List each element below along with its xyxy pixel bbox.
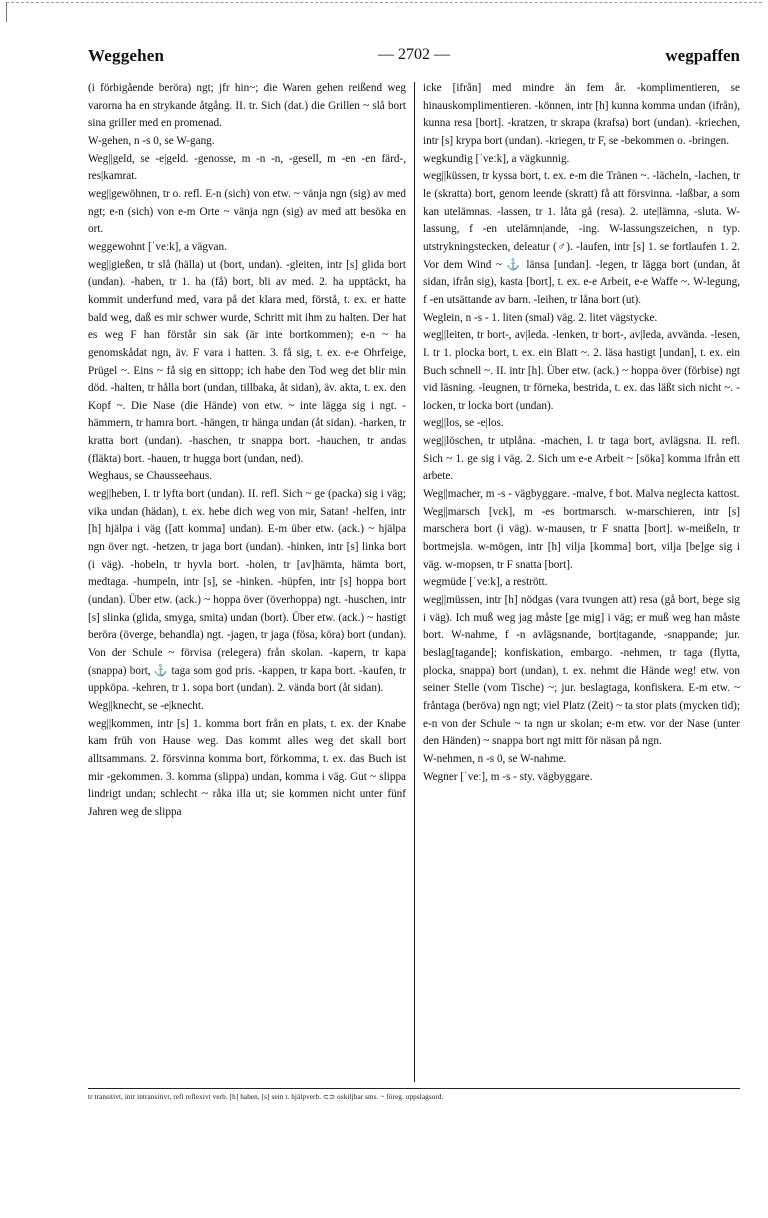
dictionary-entry: Weglein, n -s - 1. liten (smal) väg. 2. litet vägstycke. — [423, 311, 658, 324]
dictionary-entry: W-nehmen, n -s 0, se W-nahme. — [423, 752, 567, 765]
dictionary-entry: Weghaus, se Chausseehaus. — [88, 470, 212, 483]
dictionary-entry: W-gehen, n -s 0, se W-gang. — [88, 134, 215, 147]
dictionary-entry: (i förbigående beröra) ngt; jfr hin~; die Waren gehen reißend weg varorna ha en strykande åtgång. II. tr. Sich (dat.) die Grillen ~ slå bort sina griller med en promenad. — [88, 82, 406, 130]
dictionary-entry: weg||küssen, tr kyssa bort, t. ex. e-m die Tränen ~. -lächeln, -lachen, tr le (skratta) bort, genom leende (skratt) få att försvinna. -laßbar, a som kan utelämnas. -lassen, tr 1. låta gå (resa). 2. ute|lämna, -sluta. W-lassung, f -en utelämn|ande, -ing. W-lassungszeichen, n typ. utstrykningstecken, deleatur (♂). -laufen, intr [s] 1. se fortlaufen 1. 2. Vor dem Wind ~ ⚓ länsa [undan]. -legen, tr lägga bort (undan, åt sidan, ifrån sig), kasta [bort], t. ex. e-e Arbeit, e-e Waffe ~. W-legung, f -en utsättande av barn. -leihen, tr låna bort (ut). — [423, 170, 740, 306]
right-column — [423, 80, 740, 786]
dictionary-entry: weg||gießen, tr slå (hälla) ut (bort, undan). -gleiten, intr [s] glida bort (undan). -haben, tr 1. ha (få) bort, bli av med. 2. ha upptäckt, ha kommit underfund med, vara på det klara med, förstå, t. ex. er hatte bald weg, daß es mir schwer wurde, Schritt mit ihm zu halten. Der hat es weg F han förstår sin sak (är inte bortkommen); e-n ~ ha genomskådat ngn, äv. F vara i hatten. 3. få sig, t. ex. e-e Ohrfeige, Prügel ~. Eins ~ få sig en sittopp; ich habe den Tod weg det blir min död. -halten, tr hålla bort (undan, tillbaka, åt sidan), äv. akta, t. ex. den Kopf ~. Die Nase (die Hände) von etw. ~ inte lägga sig i ngt. -hämmern, tr hamra bort. -hängen, tr hänga undan (åt sidan). -harken, tr kratta bort (undan). -haschen, tr snappa bort. -hauchen, tr andas (fläkta) bort. -hauen, tr hugga bort (undan, ned). — [88, 258, 406, 465]
dictionary-entry: weg||los, se -e|los. — [423, 417, 504, 430]
page-number: — 2702 — — [378, 46, 450, 63]
dictionary-entry: weg||heben, I. tr lyfta bort (undan). II. refl. Sich ~ ge (packa) sig i väg; vika undan (hädan), t. ex. hebe dich weg von mir, Satan! -helfen, intr [h] hjälpa i väg ([att komma] undan). E-m über etw. (ack.) ~ hjälpa ngn över ngt. -hetzen, tr jaga bort (undan). -hinken, intr [s] linka bort (i väg). -hobeln, tr hyvla bort. -holen, tr [av]hämta, hämta bort, medtaga. -humpeln, intr [s], se -hinken. -hüpfen, intr [s] hoppa bort (undan). Über etw. (ack.) ~ hoppa över (överhoppa) ngt. -huschen, intr [s] slinka (glida, smyga, smita) undan (bort). Über etw. (ack.) ~ hastigt beröra (överge, behandla) ngt. -jagen, tr jaga (fösa, köra) bort (undan). Von der Schule ~ förvisa (relegera) från skolan. -kapern, tr kapa (snappa) bort, ⚓ taga som god pris. -kappen, tr kapa bort. -kaufen, tr uppköpa. -kehren, tr 1. sopa bort (undan). 2. vända bort (åt sidan). — [88, 488, 406, 695]
scan-border-top — [6, 2, 762, 3]
dictionary-entry: icke [ifrån] med mindre än fem år. -komplimentieren, se hinauskomplimentieren. -können, intr [h] kunna komma undan (ifrån), kunna resa [bort]. -kratzen, tr skrapa (krafsa) bort (undan). -kriechen, intr [s] krypa bort (undan). -kriegen, tr F, se -bekommen o. -bringen. — [423, 82, 740, 147]
dictionary-entry: Weg||knecht, se -e|knecht. — [88, 699, 204, 712]
column-divider — [414, 82, 415, 1082]
dictionary-entry: weg||müssen, intr [h] nödgas (vara tvungen att) resa (gå bort, bege sig i väg). Ich muß weg jag måste [ge mig] i väg; er muß weg han måste bort. W-nahme, f -n avlägsnande, bort|tagande, -snappande; jur. beslag[tagande]; konfiskation, embargo. -nehmen, tr taga (flytta, plocka, snappa) bort (undan), t. ex. nehmt die Hände weg! etw. von seiner Stelle (vom Tische) ~; jur. beslagtaga, konfiskera. E-m etw. ~ fråntaga (beröva) ngn ngt; viel Platz (Zeit) ~ ta stor plats (mycken tid); e-n von der Schule ~ ta ngn ur skolan; e-m etw. vor der Nase (unter den Händen) ~ snappa bort ngt mitt för näsan på ngn. — [423, 594, 740, 748]
dictionary-entry: weg||leiten, tr bort-, av|leda. -lenken, tr bort-, av|leda, avvända. -lesen, I. tr 1. plocka bort, t. ex. ein Blatt ~. 2. läsa hastigt [undan], t. ex. ein Buch schnell ~. II. intr [h]. Über etw. (ack.) ~ hoppa över (förbise) ngt vid läsning. -leugnen, tr förneka, bestrida, t. ex. das läßt sich nicht ~. -locken, tr locka bort (undan). — [423, 329, 740, 412]
footnote-rule — [88, 1088, 740, 1089]
page-header — [88, 46, 740, 70]
header-first-entry: Weggehen — [88, 46, 165, 65]
dictionary-entry: Wegner [ˈveː], m -s - sty. vägbyggare. — [423, 770, 593, 783]
dictionary-entry: Weg||marsch [vɛk], m -es bortmarsch. w-marschieren, intr [s] marschera bort (i väg). w-mausen, tr F snatta [bort]. w-meißeln, tr bortmejsla. w-mögen, intr [h] vilja [komma] bort, vilja [be]ge sig i väg. w-mopsen, tr F snatta [bort]. — [423, 505, 740, 571]
header-last-entry: wegpaffen — [665, 46, 740, 65]
dictionary-entry: weg||kommen, intr [s] 1. komma bort från en plats, t. ex. der Knabe kam früh von Hause weg. Das kommt alles weg det skall bort alltsammans. 2. försvinna komma bort, förkomma, t. ex. das Buch ist mir -gekommen. 3. komma (slippa) undan, komma i väg. Gut ~ slippa lindrigt undan; schlecht ~ råka illa ut; sie kommen nicht unter fünf Jahren weg de slippa — [88, 717, 406, 818]
dictionary-entry: weggewohnt [ˈveːk], a vägvan. — [88, 240, 227, 253]
abbreviation-key: tr transitivt, intr intransitivt, refl reflexivt verb. [h] haben, [s] sein t. hjälpverb. ⊂⊃ oskiljbar sms. ~ föreg. uppslagsord. — [88, 1093, 444, 1101]
dictionary-entry: Weg||geld, se -e|geld. -genosse, m -n -n, -gesell, m -en -en färd-, res|kamrat. — [88, 152, 406, 183]
dictionary-entry: Weg||macher, m -s - vägbyggare. -malve, f bot. Malva neglecta kattost. — [423, 488, 740, 501]
left-column — [88, 80, 406, 822]
dictionary-entry: weg||löschen, tr utplåna. -machen, I. tr taga bort, avlägsna. II. refl. Sich ~ 1. ge sig i väg. 2. Sich um e-e Arbeit ~ [söka] komma ifrån ett arbete. — [423, 435, 740, 483]
dictionary-entry: wegkundig [ˈveːk], a vägkunnig. — [423, 152, 570, 165]
dictionary-entry: wegmüde [ˈveːk], a restrött. — [423, 576, 548, 589]
dictionary-entry: weg||gewöhnen, tr o. refl. E-n (sich) von etw. ~ vänja ngn (sig) av med ngt; e-n (sich) von e-m Orte ~ vänja ngn (sig) av med att besöka en ort. — [88, 187, 406, 236]
scan-border-left — [6, 2, 7, 22]
